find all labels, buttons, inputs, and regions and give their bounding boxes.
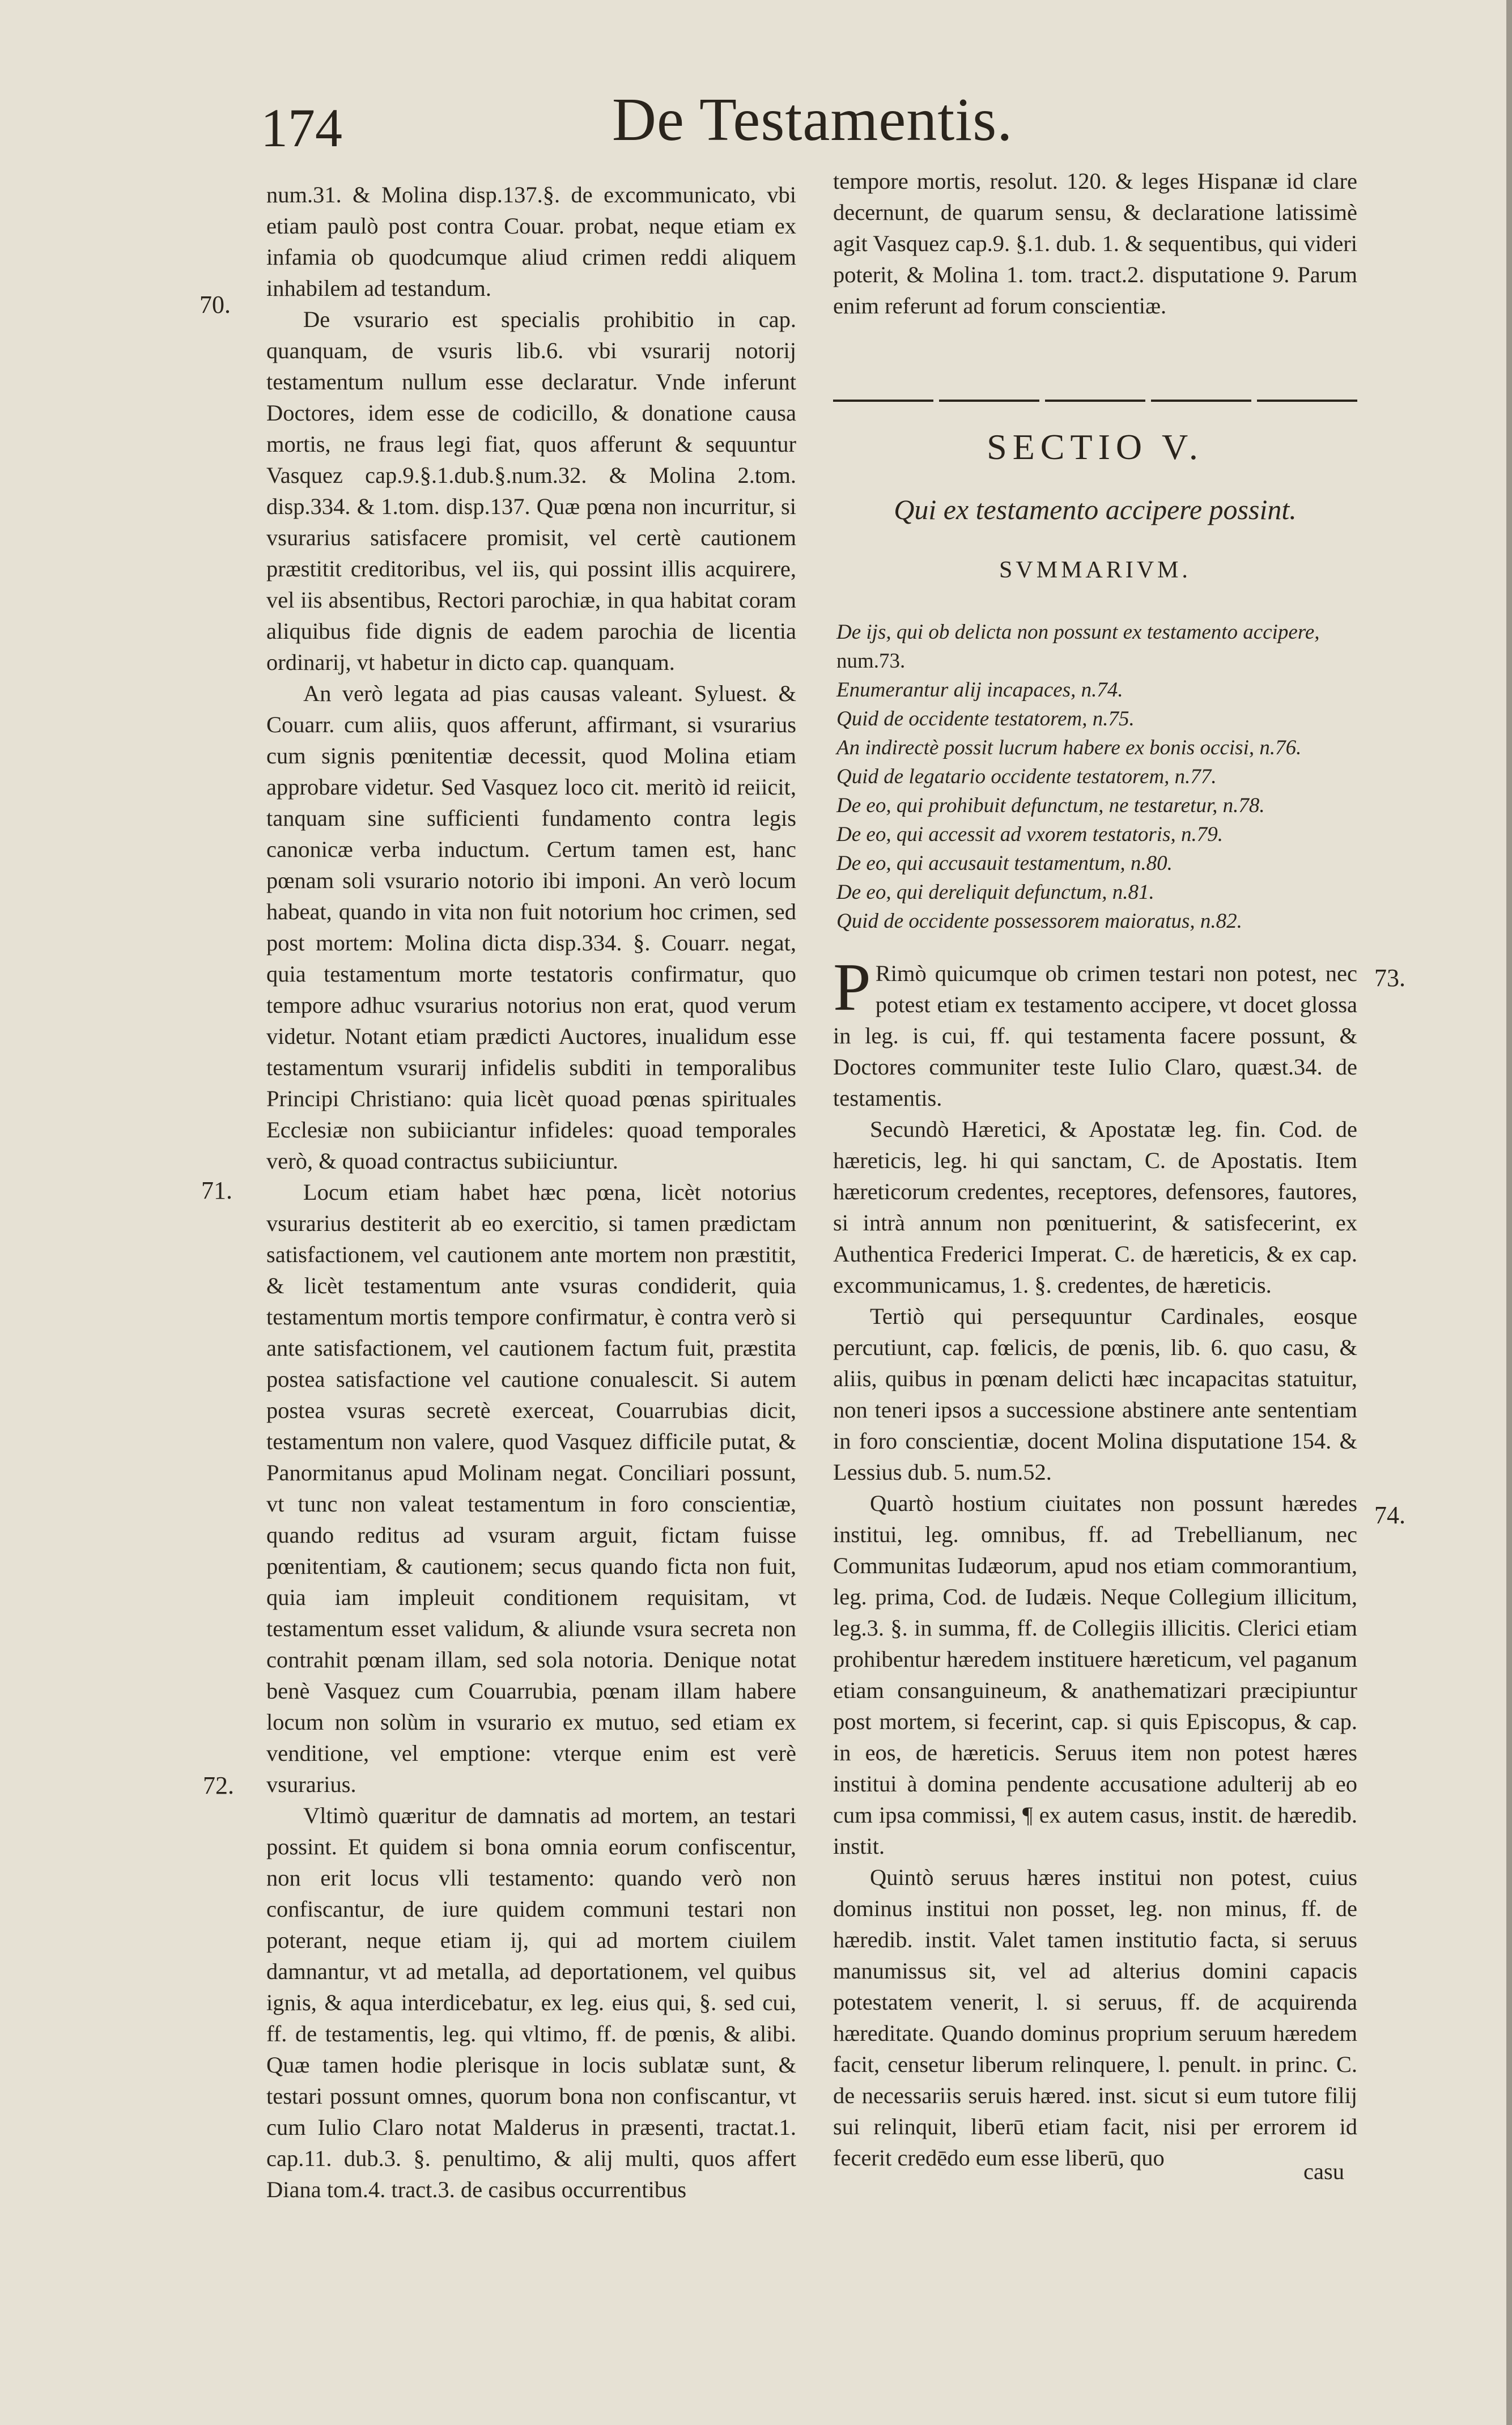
margin-number: 73.: [1374, 964, 1405, 992]
summary-item: num.73.: [836, 649, 906, 673]
summary-item: Enumerantur alij incapaces, n.74.: [836, 678, 1123, 702]
paragraph: Quintò seruus hæres institui non potest, cuius dominus institui non posset, leg. non minus, ff. de hæredib. instit. Valet tamen institutio facta, si seruus manumissus sit, vel ad alterius domini capacis potestatem venerit, l. si seruus, ff. de acquirenda hæreditate. Quando dominus proprium seruum hæredem facit, censetur liberum relinquere, l. penult. in princ. C. de necessariis seruis hæred. inst. sicut si eum tutore filij sui relinquit, liberū etiam facit, nisi per errorem id fecerit credēdo eum esse liberū, quo: [833, 1865, 1357, 2171]
left-column: [266, 179, 796, 2205]
page-number: 174: [261, 97, 342, 158]
summary-item: Quid de occidente possessorem maioratus, n.82.: [836, 910, 1242, 933]
first-paragraph-text: Rimò quicumque ob crimen testari non potest, nec potest etiam ex testamento accipere, vt docet glossa in leg. is cui, ff. qui testamenta facere possunt, & Doctores communiter teste Iulio Claro, quæst.34. de testamentis.: [833, 961, 1357, 1111]
right-column-top: [833, 165, 1357, 321]
paragraph: Vltimò quæritur de damnatis ad mortem, an testari possint. Et quidem si bona omnia eorum confiscentur, non erit locus vlli testamento: quando verò non confiscantur, de iure quidem communi testari non poterant, neque etiam ij, qui ad mortem ciuilem damnantur, vt ad metalla, ad deportationem, vel quibus ignis, & aqua interdicebatur, ex leg. eius qui, §. sed cui, ff. de testamentis, leg. qui vltimo, ff. de pœnis, & alibi. Quæ tamen hodie plerisque in locis sublatæ sunt, & testari possunt omnes, quorum bona non confiscantur, vt cum Iulio Claro notat Malderus in præsenti, tractat.1. cap.11. dub.3. §. penultimo, & alij multi, quos affert Diana tom.4. tract.3. de casibus occurrentibus: [266, 1803, 796, 2202]
margin-number: 74.: [1374, 1501, 1405, 1529]
running-title: De Testamentis.: [612, 86, 1013, 154]
drop-cap: P: [833, 949, 871, 1025]
paragraph: De vsurario est specialis prohibitio in cap. quanquam, de vsuris lib.6. vbi vsurarij notorij testamentum nullum esse declaratur. Vnde inferunt Doctores, idem esse de codicillo, & donatione causa mortis, ne fraus legi fiat, quos afferunt & sequuntur Vasquez cap.9.§.1.dub.§.num.32. & Molina 2.tom. disp.334. & 1.tom. disp.137. Quæ pœna non incurritur, si vsurarius satisfacere promisit, vel certè cautionem præstitit creditoribus, vel iis, qui possint illis acquirere, vel iis absentibus, Rectori parochiæ, in qua habitat coram aliquibus fide dignis de eadem parochia de licentia ordinarij, vt habetur in dicto cap. quanquam.: [266, 307, 796, 675]
margin-number: 71.: [201, 1177, 232, 1204]
summary-item: De ijs, qui ob delicta non possunt ex testamento accipere,: [836, 621, 1320, 644]
section-rule: [833, 400, 1357, 404]
right-column-main: [833, 949, 1357, 2173]
summary-item: De eo, qui accessit ad vxorem testatoris, n.79.: [836, 823, 1223, 846]
paragraph: tempore mortis, resolut. 120. & leges Hispanæ id clare decernunt, de quarum sensu, & declaratione latissimè agit Vasquez cap.9. §.1. dub. 1. & sequentibus, qui videri poterit, & Molina 1. tom. tract.2. disputatione 9. Parum enim referunt ad forum conscientiæ.: [833, 168, 1357, 318]
summary-item: De eo, qui dereliquit defunctum, n.81.: [836, 881, 1154, 904]
page-edge: [1506, 0, 1512, 2425]
margin-number: 70.: [199, 291, 231, 318]
paragraph: Secundò Hæretici, & Apostatæ leg. fin. Cod. de hæreticis, leg. hi qui sanctam, C. de Apostatis. Item hæreticorum credentes, receptores, defensores, fautores, si intrà annum non pœnituerint, & satisfecerint, ex Authentica Frederici Imperat. C. de hæreticis, & ex cap. excommunicamus, 1. §. credentes, de hæreticis.: [833, 1116, 1357, 1298]
summary-item: Quid de legatario occidente testatorem, n.77.: [836, 765, 1217, 788]
margin-number: 72.: [203, 1772, 234, 1799]
section-heading: SECTIO V.: [987, 427, 1204, 467]
summary-item: De eo, qui prohibuit defunctum, ne testaretur, n.78.: [836, 794, 1265, 817]
first-paragraph: [833, 949, 1357, 1114]
page-header: [261, 85, 1394, 170]
summary-list: [836, 618, 1361, 936]
catchword: casu: [1303, 2159, 1344, 2184]
summary-item: Quid de occidente testatorem, n.75.: [836, 707, 1135, 731]
section-subtitle: Qui ex testamento accipere possint.: [894, 494, 1297, 525]
summary-item: An indirectè possit lucrum habere ex bonis occisi, n.76.: [836, 736, 1302, 759]
summary-item: De eo, qui accusauit testamentum, n.80.: [836, 852, 1173, 875]
paragraph: Tertiò qui persequuntur Cardinales, eosque percutiunt, cap. fœlicis, de pœnis, lib. 6. quo casu, & aliis, quibus in pœnam delicti hæc incapacitas statuitur, non teneri ipsos a successione abstinere ante sententiam in foro conscientiæ, docent Molina disputatione 154. & Lessius dub. 5. num.52.: [833, 1303, 1357, 1485]
paragraph: An verò legata ad pias causas valeant. Syluest. & Couarr. cum aliis, quos afferunt, affirmant, si vsurarius cum signis pœnitentiæ decessit, quod Molina etiam approbare videtur. Sed Vasquez loco cit. meritò id reiicit, tanquam sine sufficienti fundamento contra legis canonicæ verba inductum. Certum tamen est, hanc pœnam soli vsurario notorio ibi imponi. An verò locum habeat, quando in vita non fuit notorium hoc crimen, sed post mortem: Molina dicta disp.334. §. Couarr. negat, quia testamentum morte testatoris confirmatur, quo tempore adhuc vsurarius notorius non erat, quod verum videtur. Notant etiam prædicti Auctores, inualidum esse testamentum vsurarij infidelis subditi in temporalibus Principi Christiano: quia licèt quoad pœnas spirituales Ecclesiæ non subiiciantur infideles: quoad temporales verò, & quoad contractus subiiciuntur.: [266, 681, 796, 1174]
paragraph: Quartò hostium ciuitates non possunt hæredes institui, leg. omnibus, ff. ad Trebellianum, nec Communitas Iudæorum, apud nos etiam commorantium, leg. prima, Cod. de Iudæis. Neque Collegium illicitum, leg.3. §. in summa, ff. de Collegiis illicitis. Clerici etiam prohibentur hæredem instituere hæreticum, vel paganum etiam consanguineum, & anathematizari præcipiuntur post mortem, si fecerint, cap. si quis Episcopus, & cap. in eos, de hæreticis. Seruus item non potest hæres institui à domina pendente accusatione adulterij ab eo cum ipsa commissi, ¶ ex autem casus, instit. de hæredib. instit.: [833, 1490, 1357, 1859]
paragraph: Locum etiam habet hæc pœna, licèt notorius vsurarius destiterit ab eo exercitio, si tamen prædictam satisfactionem, vel cautionem ante mortem non præstitit, & licèt testamentum ante vsuras condiderit, quia testamentum mortis tempore confirmatur, è contra verò si ante satisfactionem, vel cautionem factum fuit, præstita postea satisfactione vel cautione conualescit. Si autem postea vsuras secretè exerceat, Couarrubias dicit, testamentum non valere, quod Vasquez difficile putat, & Panormitanus apud Molinam negat. Conciliari possunt, vt tunc non valeat testamentum in foro conscientiæ, quando reditus ad vsuram arguit, fictam fuisse pœnitentiam, & cautionem; secus quando ficta non fuit, quia iam impleuit conditionem requisitam, vt testamentum esset validum, & aliunde vsura secreta non contrahit pœnam illam, sed sola notoria. Denique notat benè Vasquez cum Couarrubia, pœnam illam habere locum non solùm in vsurario ex mutuo, sed etiam ex venditione, vel emptione: vterque enim est verè vsurarius.: [266, 1179, 796, 1797]
summary-heading: SVMMARIVM.: [999, 557, 1191, 583]
paragraph: num.31. & Molina disp.137.§. de excommunicato, vbi etiam paulò post contra Couar. probat, neque etiam ex infamia ob quodcumque aliud crimen reddi aliquem inhabilem ad testandum.: [266, 182, 796, 301]
